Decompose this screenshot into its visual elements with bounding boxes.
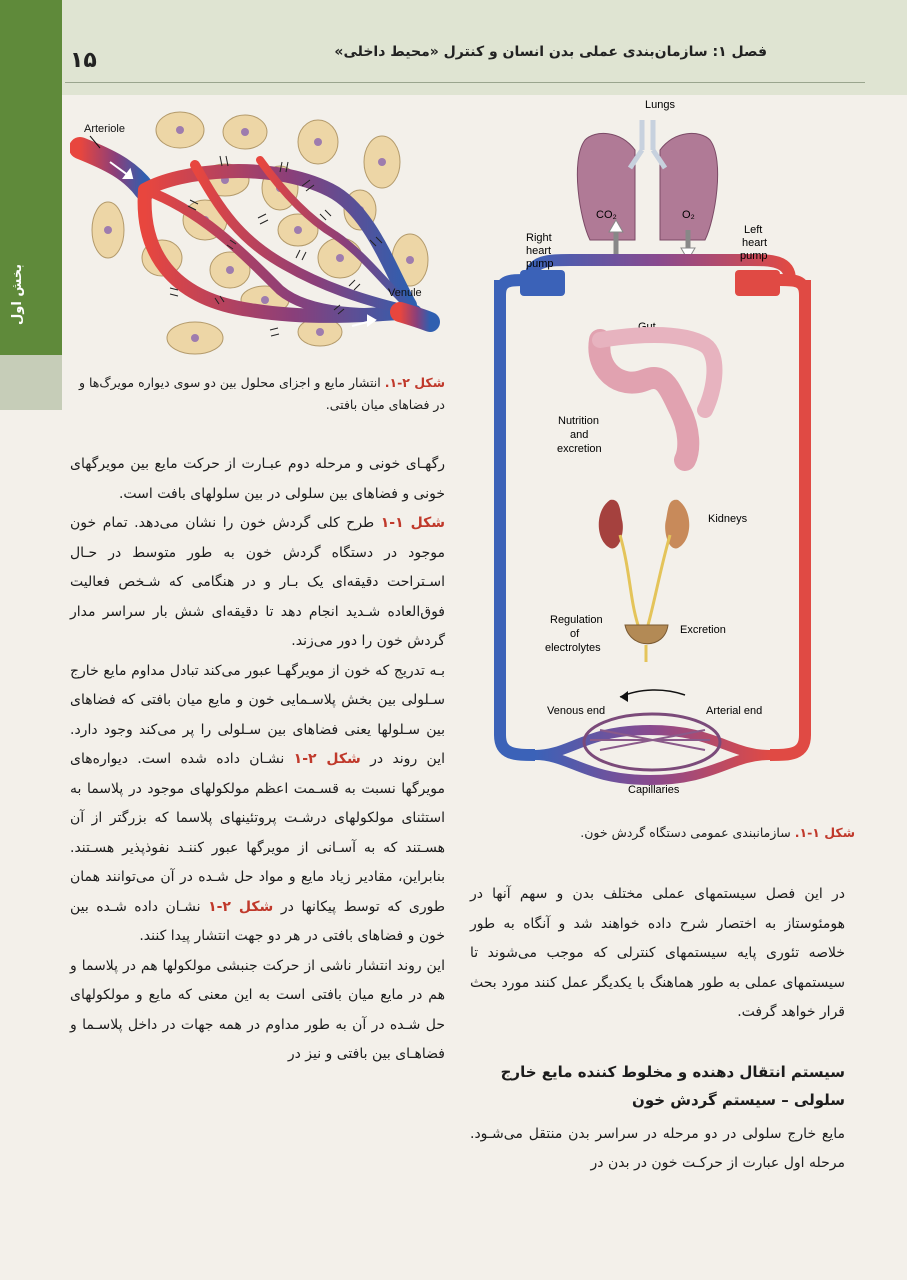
header-rule <box>65 82 865 83</box>
co2-label: CO₂ <box>596 209 617 221</box>
kidneys-label: Kidneys <box>708 513 748 525</box>
right-column-text <box>470 880 845 1179</box>
right-paragraph-1: در این فصل سیستمهای عملی مختلف بدن و سهم آنها در هومئوستاز به اختصار شرح داده خواهند شد و آنگاه به طور خلاصه تئوری پایه سیستمهای کنترلی که موجب می‌شوند تا سیستمهای عملی به طور هماهنگ با یکدیگر عمل کنند مورد بحث قرار خواهد گرفت. <box>470 886 845 1020</box>
left-paragraph-2 <box>70 509 445 657</box>
regulation-label-2: of <box>570 628 580 640</box>
section-heading: سیستم انتقال دهنده و مخلوط کننده مایع خارج سلولی – سیستم گردش خون <box>500 1062 845 1109</box>
right-heart-pump-label-1: Right <box>526 232 552 244</box>
lungs-label: Lungs <box>645 99 675 111</box>
figure-1-caption-text: سازمانبندی عمومی دستگاه گردش خون. <box>580 825 791 840</box>
fig1-reference: شکل ۱-۱ <box>380 515 445 531</box>
figure-2-caption-label: شکل ۲-۱. <box>384 375 445 390</box>
left-heart-pump-label-2: heart <box>742 237 768 249</box>
figure-1-caption-label: شکل ۱-۱. <box>794 825 855 840</box>
regulation-label-1: Regulation <box>550 614 603 626</box>
figure-1-caption <box>500 822 855 844</box>
right-paragraph-2: مایع خارج سلولی در دو مرحله در سراسر بدن منتقل می‌شـود. مرحله اول عبارت از حرکـت خون در بدن در <box>470 1125 845 1171</box>
left-paragraph-3-part-3: نشـان داده شـده بین خون و فضاهای بافتی در هر دو جهت انتشار پیدا کنند. <box>70 898 445 944</box>
running-title: فصل ۱: سازمان‌بندی عملی بدن انسان و کنترل «محیط داخلی» <box>334 44 767 60</box>
venule-label: Venule <box>388 287 422 299</box>
left-column-text <box>70 450 445 1070</box>
page-number: ۱۵ <box>70 48 97 73</box>
nutrition-label-3: excretion <box>557 443 602 455</box>
regulation-label-3: electrolytes <box>545 642 601 654</box>
nutrition-label-1: Nutrition <box>558 415 599 427</box>
left-paragraph-2-text: طرح کلی گردش خون را نشان می‌دهد. تمام خون موجود در دستگاه گردش خون به طور متوسط در حـال اسـتراحت دقیقه‌ای یک بـار و در هنگامی که شـخص فعالیت فوق‌العاده شـدید انجام دهد تا دقیقه‌ای شش بار سراسر مدار گردش خون را دور می‌زند. <box>70 515 445 649</box>
left-paragraph-4: این روند انتشار ناشی از حرکت جنبشی مولکولها هم در پلاسما و هم در مایع میان بافتی است به این معنی که مایع و مولکولهای حل شـده در آن به طور مداوم در همه جهات در داخل پلاسـما و فضاهـای بین بافتی و نیز در <box>70 957 445 1062</box>
left-paragraph-3-part-1: بـه تدریج که خون از مویرگهـا عبور می‌کند تبادل مداوم مایع خارج سـلولی بین بخش پلاسـمایی خون و مایع میان بافتی که فضاهای بین سـلولها یعنی فضاهای بین سـلولی را پر می‌کند وجود دارد. این روند در <box>70 662 445 767</box>
capillaries-label: Capillaries <box>628 784 680 796</box>
excretion-label: Excretion <box>680 624 726 636</box>
gut-label: Gut <box>638 321 656 333</box>
arteriole-label: Arteriole <box>84 123 125 135</box>
left-paragraph-1: رگهـای خونی و مرحله دوم عبـارت از حرکت مایع بین مویرگهای خونی و فضاهای بین سلولی در بین سلولهای بافت است. <box>70 456 445 502</box>
section-tab-label: بخش اول <box>10 264 25 326</box>
section-tab-lower <box>0 355 62 410</box>
nutrition-label-2: and <box>570 429 589 441</box>
left-heart-pump-label-1: Left <box>744 224 763 236</box>
fig2-reference-2: شکل ۲-۱ <box>208 898 274 915</box>
figure-2-caption-text: انتشار مایع و اجزای محلول بین دو سوی دیواره مویرگ‌ها و در فضاهای میان بافتی. <box>78 375 445 412</box>
right-heart-pump-label-3: pump <box>526 258 554 270</box>
right-heart-pump-label-2: heart <box>526 245 552 257</box>
left-paragraph-3 <box>70 657 445 952</box>
left-paragraph-3-part-2: نشـان داده شده است. دیواره‌های مویرگها نسبت به قسـمت اعظم مولکولهای موجود در پلاسما به استثنای مولکولهای درشـت پروتئینهای پلاسما که بزرگتر از آن هسـتند که به آسـانی از مویرگها عبور کننـد نفوذپذیر هسـتند. بنابراین، مقادیر زیاد مایع و مواد حل شـده در آن می‌توانند همان طوری که توسط پیکانها در <box>70 751 445 915</box>
fig2-reference: شکل ۲-۱ <box>293 751 361 767</box>
left-heart-pump-label-3: pump <box>740 250 768 262</box>
o2-label: O₂ <box>682 209 695 221</box>
circulation-figure <box>470 90 860 820</box>
arterial-end-label: Arterial end <box>706 705 763 717</box>
capillary-diffusion-figure <box>70 100 440 365</box>
venous-end-label: Venous end <box>547 705 606 717</box>
figure-2-caption <box>70 372 445 416</box>
